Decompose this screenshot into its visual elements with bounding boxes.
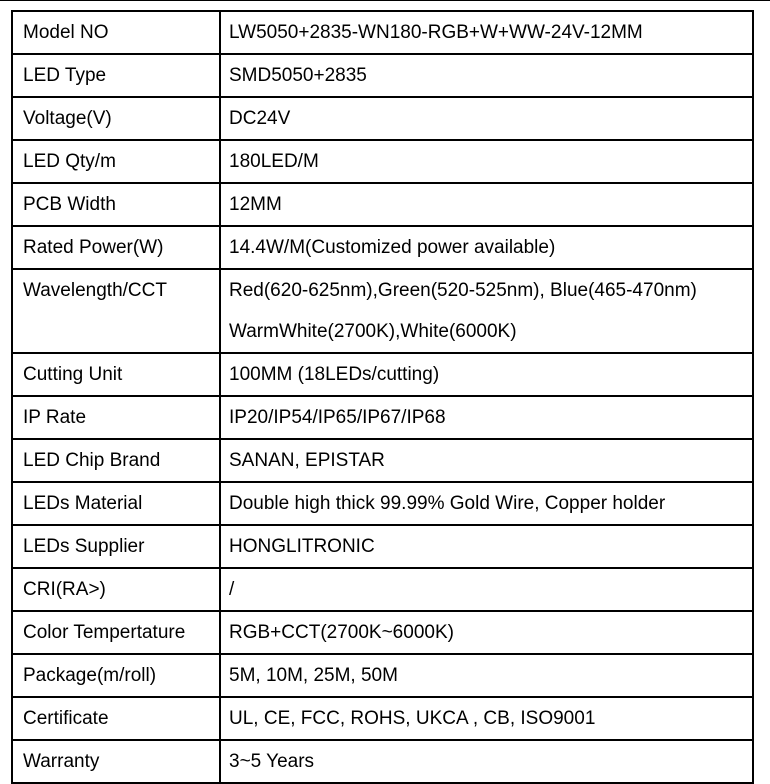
row-label: Package(m/roll) xyxy=(12,654,220,697)
table-row xyxy=(12,396,753,439)
table-row xyxy=(12,54,753,97)
value-line: 180LED/M xyxy=(229,151,319,172)
table-row xyxy=(12,353,753,396)
row-label: Model NO xyxy=(12,11,220,54)
value-line: IP20/IP54/IP65/IP67/IP68 xyxy=(229,407,446,428)
value-line: HONGLITRONIC xyxy=(229,536,375,557)
value-line: Double high thick 99.99% Gold Wire, Copper holder xyxy=(229,493,666,514)
value-line: SMD5050+2835 xyxy=(229,65,367,86)
row-value xyxy=(220,97,753,140)
table-row xyxy=(12,97,753,140)
value-line: Red(620-625nm),Green(520-525nm), Blue(465-470nm) xyxy=(229,280,697,301)
row-label: LED Chip Brand xyxy=(12,439,220,482)
table-row xyxy=(12,697,753,740)
row-label: Voltage(V) xyxy=(12,97,220,140)
row-label: Wavelength/CCT xyxy=(12,269,220,353)
table-row xyxy=(12,568,753,611)
row-label: Warranty xyxy=(12,740,220,783)
value-line: 5M, 10M, 25M, 50M xyxy=(229,665,398,686)
row-value xyxy=(220,439,753,482)
table-row xyxy=(12,11,753,54)
row-value xyxy=(220,353,753,396)
row-value xyxy=(220,740,753,783)
value-line: DC24V xyxy=(229,108,291,129)
row-value xyxy=(220,568,753,611)
row-value xyxy=(220,269,753,353)
row-label: CRI(RA>) xyxy=(12,568,220,611)
row-label: Cutting Unit xyxy=(12,353,220,396)
spec-table xyxy=(11,10,754,784)
value-line: 12MM xyxy=(229,194,282,215)
row-label: Color Tempertature xyxy=(12,611,220,654)
table-row xyxy=(12,183,753,226)
value-line: WarmWhite(2700K),White(6000K) xyxy=(229,321,517,342)
row-label: IP Rate xyxy=(12,396,220,439)
row-value xyxy=(220,482,753,525)
row-value xyxy=(220,697,753,740)
top-border-line xyxy=(0,0,770,1)
value-line: 100MM (18LEDs/cutting) xyxy=(229,364,440,385)
row-value xyxy=(220,525,753,568)
row-label: Rated Power(W) xyxy=(12,226,220,269)
row-label: Certificate xyxy=(12,697,220,740)
row-value xyxy=(220,54,753,97)
table-row xyxy=(12,482,753,525)
value-line: UL, CE, FCC, ROHS, UKCA , CB, ISO9001 xyxy=(229,708,596,729)
row-label: LEDs Supplier xyxy=(12,525,220,568)
table-row xyxy=(12,654,753,697)
value-line: SANAN, EPISTAR xyxy=(229,450,385,471)
row-label: PCB Width xyxy=(12,183,220,226)
row-label: LEDs Material xyxy=(12,482,220,525)
value-line: / xyxy=(229,579,235,600)
row-value xyxy=(220,396,753,439)
value-line: RGB+CCT(2700K~6000K) xyxy=(229,622,454,643)
table-row xyxy=(12,226,753,269)
value-line: LW5050+2835-WN180-RGB+W+WW-24V-12MM xyxy=(229,22,643,43)
row-label: LED Type xyxy=(12,54,220,97)
table-row xyxy=(12,269,753,353)
row-value xyxy=(220,611,753,654)
table-row xyxy=(12,740,753,783)
table-row xyxy=(12,611,753,654)
value-line: 14.4W/M(Customized power available) xyxy=(229,237,556,258)
table-row xyxy=(12,140,753,183)
value-line: 3~5 Years xyxy=(229,751,315,772)
row-value xyxy=(220,183,753,226)
row-value xyxy=(220,654,753,697)
row-value xyxy=(220,140,753,183)
table-row xyxy=(12,525,753,568)
row-label: LED Qty/m xyxy=(12,140,220,183)
row-value xyxy=(220,226,753,269)
table-row xyxy=(12,439,753,482)
row-value xyxy=(220,11,753,54)
